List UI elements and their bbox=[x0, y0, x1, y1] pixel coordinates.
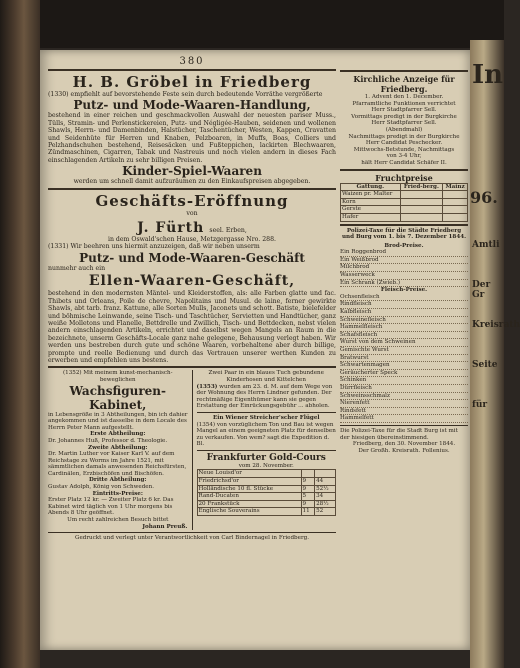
ad-body bbox=[197, 384, 337, 410]
list-item: Schafsfleisch bbox=[340, 332, 468, 340]
ad-line3: nunmehr auch ein bbox=[48, 264, 106, 272]
divider bbox=[48, 188, 336, 190]
ad-subtitle: Ein Wiener Streicher'scher Flügel bbox=[212, 414, 320, 421]
top-shadow bbox=[0, 0, 504, 48]
next-page-word: Kreisrath bbox=[472, 320, 520, 330]
exchange-table bbox=[197, 469, 337, 516]
next-page-number: 96. bbox=[470, 188, 498, 207]
next-page-word: für bbox=[472, 400, 488, 410]
table-cell: 44 bbox=[315, 478, 336, 486]
table-cell bbox=[315, 470, 336, 478]
list-item: Hammelfleisch bbox=[340, 324, 468, 332]
section-text: Gustav Adolph, König von Schweden. bbox=[48, 484, 154, 491]
table-cell: Hafer bbox=[341, 213, 401, 221]
page-number: 380 bbox=[179, 56, 205, 67]
newspaper-page bbox=[40, 50, 470, 650]
table-cell bbox=[443, 191, 468, 199]
table-cell bbox=[301, 470, 315, 478]
section-text: Dr. Johannes Huß, Professor d. Theologie. bbox=[48, 437, 168, 444]
next-page-word: Der Gr bbox=[472, 280, 491, 300]
divider bbox=[340, 224, 468, 226]
table-cell: Friedrichsd'or bbox=[197, 478, 301, 486]
table-cell: Waizen pr. Malter bbox=[341, 191, 401, 199]
table-row bbox=[197, 470, 336, 478]
ad-body: bestehend in den modernsten Mäntel- und Kleiderstoffen, als: alle Farben glatte und fac. Thibets und Orleans, Poile de chevre, Napolitains und Musul. de laine, ferner gewirkte Shawls, abt tarb. franz. Kattune, alle Sorten Mulls, Jaconets und schott. Batiste, bielefelder und böhmische Leinwande, seine Tisch- und Taschtücher, Servietten und Handtücher, ganz weiße Molletons und Flanelle, Bettdrelle und Zwillich, Tisch- und Bettdecken, nebst vielen andern einschlagenden Artikeln, errichtet und daselbst wegen Mangels an Raum in die bezeichnete, unserm Geschäfts-Locale ganz nahe gelegene, Behausung verlegt haben. Wir werden uns bestreben durch gute und schöne Waaren, vorbehaltene aber durch billige, prompte und reelle Bedienung und durch das Vertrauen unserer werthen Kunden zu erwerben und empfehlen uns bestens. bbox=[48, 290, 336, 364]
ad-found-items bbox=[197, 370, 337, 530]
list-item: Rindsfett bbox=[340, 408, 468, 416]
divider bbox=[48, 366, 336, 368]
church-list bbox=[340, 94, 468, 167]
list-item: Ein Roggenbrod bbox=[340, 249, 468, 257]
table-cell: Englische Souverains bbox=[197, 508, 301, 516]
list-item: Schweinefleisch bbox=[340, 317, 468, 325]
table-row bbox=[197, 493, 336, 501]
divider bbox=[48, 532, 336, 533]
church-line: Mittwochs-Betstunde, Nachmittags bbox=[353, 146, 455, 153]
next-page-edge bbox=[470, 40, 520, 668]
list-item: Schweinsschmalz bbox=[340, 393, 468, 401]
ad-name-suffix: seel. Erben, bbox=[209, 227, 247, 235]
ad-location: in dem Oswald'schen Hause, Metzgergasse Nro. 288. bbox=[108, 236, 276, 244]
table-cell: 28½ bbox=[315, 500, 336, 508]
list-item: Bratwurst bbox=[340, 355, 468, 363]
book-spine-left bbox=[0, 0, 40, 668]
church-line: hält Herr Candidat Schäfer II. bbox=[361, 159, 447, 166]
list-item: Ein Schrank (Zwieb.) bbox=[340, 280, 468, 288]
next-page-title: In bbox=[472, 60, 504, 90]
church-line: Herr Stadtpfarrer Sell. bbox=[371, 107, 437, 114]
table-cell: Gerste bbox=[341, 206, 401, 214]
divider bbox=[48, 69, 336, 71]
church-line: (Abendmahl) bbox=[385, 126, 423, 133]
ad-body2: (1354) von vorzüglichem Ton und Bau ist wegen Mangel an einem geeigneten Platz für denselben zu verkaufen. Von wem? sagt die Expedition d. Bl. bbox=[196, 421, 336, 448]
section-text: Dr. Martin Luther vor Kaiser Karl V. auf dem Reichstage zu Worms im Jahre 1521, mit sämmtlichen damals anwesenden Reichsfürsten, Cardinälen, Erzbischöfen und Bischöfen. bbox=[48, 451, 187, 477]
church-line: Herr Candidat Peschecker. bbox=[365, 140, 443, 147]
church-line: Pfarramtliche Funktionen verrichtet bbox=[352, 100, 456, 107]
table-cell: 52½ bbox=[315, 485, 336, 493]
fruit-header: Mainz bbox=[443, 183, 468, 191]
bread-title: Brod-Preise. bbox=[384, 242, 424, 249]
column-separator bbox=[192, 370, 193, 530]
divider bbox=[197, 412, 337, 413]
exchange-date: vom 28. November. bbox=[238, 462, 294, 469]
table-cell bbox=[443, 198, 468, 206]
list-item: Schwartenmagen bbox=[340, 362, 468, 370]
list-item: Nierenfett bbox=[340, 400, 468, 408]
list-item: Dürrfleisch bbox=[340, 385, 468, 393]
next-page-word: Amtli bbox=[472, 240, 500, 250]
table-cell: 11 bbox=[301, 508, 315, 516]
list-item: Wurst von dem Schweinen bbox=[340, 339, 468, 347]
table-cell: 52 bbox=[315, 508, 336, 516]
table-row bbox=[197, 500, 336, 508]
closing-date: Friedberg, den 30. November 1844. bbox=[352, 441, 456, 448]
list-item: Hammelfett bbox=[340, 415, 468, 423]
next-page-word: Seite bbox=[472, 360, 498, 370]
ad-wachsfiguren bbox=[48, 370, 188, 530]
prices-heading: Eintritts-Preise: bbox=[92, 490, 143, 497]
table-row bbox=[197, 508, 336, 516]
ad-body: in Lebensgröße in 3 Abtheilungen, bin ich dahier angekommen und ist dasselbe in dem Locale des Herrn Peter Mann aufgestellt. bbox=[48, 411, 188, 431]
ad-intro: Zwei Paar in ein blaues Tuch gebundene Kinderhosen und Kittelchen bbox=[208, 370, 324, 383]
section-heading: Dritte Abtheilung: bbox=[89, 477, 147, 484]
list-item: Ein Weißbrod bbox=[340, 257, 468, 265]
prices-text: Erster Platz 12 kr. — Zweiter Platz 6 kr. Das Kabinet wird täglich von 1 Uhr morgens bis Abends 8 Uhr geöffnet. bbox=[48, 497, 174, 517]
table-cell: Holländische 10 fl. Stücke bbox=[197, 485, 301, 493]
section-heading: Zweite Abtheilung: bbox=[88, 444, 148, 451]
table-cell: 20 Frankstück bbox=[197, 500, 301, 508]
divider bbox=[340, 70, 468, 72]
table-cell bbox=[400, 213, 443, 221]
list-item: Geräucherter Speck bbox=[340, 370, 468, 378]
ad-title: H. B. Gröbel in Friedberg bbox=[72, 73, 312, 91]
closing-signature: Der Großh. Kreisrath. Follenius. bbox=[358, 447, 450, 454]
bread-list bbox=[340, 249, 468, 287]
meat-title: Fleisch-Preise. bbox=[380, 287, 428, 294]
church-title: Kirchliche Anzeige für Friedberg. bbox=[353, 74, 455, 94]
fruit-title: Fruchtpreise bbox=[375, 172, 433, 183]
divider bbox=[340, 169, 468, 171]
police-title: Polizei-Taxe für die Städte Friedberg und Burg vom 1. bis 7. Dezember 1844. bbox=[341, 227, 467, 241]
section-heading: Erste Abtheilung: bbox=[90, 431, 146, 438]
ad-intro: (1331) Wir beehren uns hiermit anzuzeigen, daß wir neben unserm bbox=[48, 243, 260, 251]
table-cell: Rand-Ducaten bbox=[197, 493, 301, 501]
list-item: Schinken bbox=[340, 377, 468, 385]
table-row bbox=[197, 478, 336, 486]
divider bbox=[340, 425, 468, 426]
table-row bbox=[197, 485, 336, 493]
ad-name: J. Fürth bbox=[137, 220, 205, 237]
fruit-header: Gattung. bbox=[341, 183, 401, 191]
footer-imprint: Gedruckt und verlegt unter Verantwortlichkeit von Carl Bindernagel in Friedberg. bbox=[75, 535, 309, 542]
table-cell bbox=[400, 206, 443, 214]
ad-title: Geschäfts-Eröffnung bbox=[95, 191, 289, 210]
ad-headline: Putz- und Mode-Waaren-Handlung, bbox=[73, 98, 311, 113]
ad-intro: (1352) Mit meinem kunst-mechanisch-beweglichen bbox=[63, 370, 173, 383]
ad-body: bestehend in einer reichen und geschmackvollen Auswahl der neuesten pariser Muss., Tülls, Stramin- und Perlenstickereien, Putz- und Négligée-Hauben, seidenen und wollenen Shawls, Herrn- und Damenbinden, Halstücher, Taschentücher, Westen, Kappen, Cravatten und Seidenhüte für Herren und Knaben, Pelzboaren, in Muffs, Boas, Colliers und Pelzhandschuhen bestehend, Reisesäcken und Fußteppichen, lackirten Blechwaaren, Zündmaschinen, Cigarren, Tabak und Nastreuis und noch vielen andern in dieses Fach einschlagenden Artikeln zu sehr billigen Preisen. bbox=[48, 112, 336, 164]
table-cell bbox=[443, 213, 468, 221]
table-row bbox=[341, 206, 468, 214]
list-item: Kalbfleisch bbox=[340, 309, 468, 317]
list-item: Gemischte Wurst bbox=[340, 347, 468, 355]
list-item: Rindfleisch bbox=[340, 301, 468, 309]
ad-line2: Putz- und Mode-Waaren-Geschäft bbox=[79, 250, 305, 265]
table-cell: 34 bbox=[315, 493, 336, 501]
ad-body-text: wurden am 23. d. M. auf dem Wege von der Wohnung des Herrn Lindner gefunden. Der rechtmäßige Eigenthümer kann sie gegen Erstattung der Einrückungsgebühr ... abholen. bbox=[196, 383, 333, 410]
table-row bbox=[341, 213, 468, 221]
fruit-table bbox=[340, 183, 468, 222]
ad-number: (1353) bbox=[196, 383, 218, 390]
table-cell bbox=[400, 191, 443, 199]
ad-headline: Ellen-Waaren-Geschäft, bbox=[88, 273, 296, 290]
church-line: Nachmittags predigt in der Burgkirche bbox=[348, 133, 460, 140]
closing-note: Die Polizei-Taxe für die Stadt Burg ist mit der hiesigen übereinstimmend. bbox=[340, 427, 458, 441]
ad-toy-line: Kinder-Spiel-Waaren bbox=[122, 164, 262, 179]
table-cell: 5 bbox=[301, 493, 315, 501]
church-line: Herr Stadtpfarrer Sell. bbox=[371, 120, 437, 127]
meat-list bbox=[340, 294, 468, 423]
table-cell bbox=[443, 206, 468, 214]
ad-fuerth bbox=[48, 192, 336, 365]
table-cell: 9 bbox=[301, 478, 315, 486]
list-item: Wasserweck bbox=[340, 272, 468, 280]
church-line: Vormittags predigt in der Burgkirche bbox=[351, 113, 457, 120]
fruit-header: Fried-berg. bbox=[400, 183, 443, 191]
ad-groebel bbox=[48, 73, 336, 186]
ad-closing: werden um schnell damit aufzuräumen zu den Einkaufspreisen abgegeben. bbox=[73, 178, 311, 186]
table-cell: 9 bbox=[301, 485, 315, 493]
list-item: Ochsenfleisch bbox=[340, 294, 468, 302]
exchange-title: Frankfurter Gold-Cours bbox=[206, 452, 326, 463]
main-column bbox=[48, 56, 336, 542]
ad-von: von bbox=[186, 209, 198, 217]
divider bbox=[197, 450, 337, 451]
list-item: Milchbrod bbox=[340, 264, 468, 272]
lower-section bbox=[48, 370, 336, 530]
table-cell: 9 bbox=[301, 500, 315, 508]
side-column bbox=[340, 56, 468, 454]
table-row bbox=[341, 198, 468, 206]
ad-intro: (1330) empfiehlt auf bevorstehende Feste sein durch bedeutende Vorräthe vergrößerte bbox=[48, 91, 323, 98]
church-line: von 3-4 Uhr, bbox=[386, 153, 422, 160]
ad-closing: Um recht zahlreichen Besuch bittet bbox=[67, 517, 169, 524]
table-row bbox=[341, 191, 468, 199]
ad-title: Wachsfiguren-Kabinet, bbox=[69, 383, 166, 412]
church-line: 1. Advent den 1. December. bbox=[364, 94, 444, 100]
ad-signature: Johann Preuß. bbox=[142, 523, 188, 530]
table-cell bbox=[400, 198, 443, 206]
table-cell: Korn bbox=[341, 198, 401, 206]
table-cell: Neue Louisd'or bbox=[197, 470, 301, 478]
